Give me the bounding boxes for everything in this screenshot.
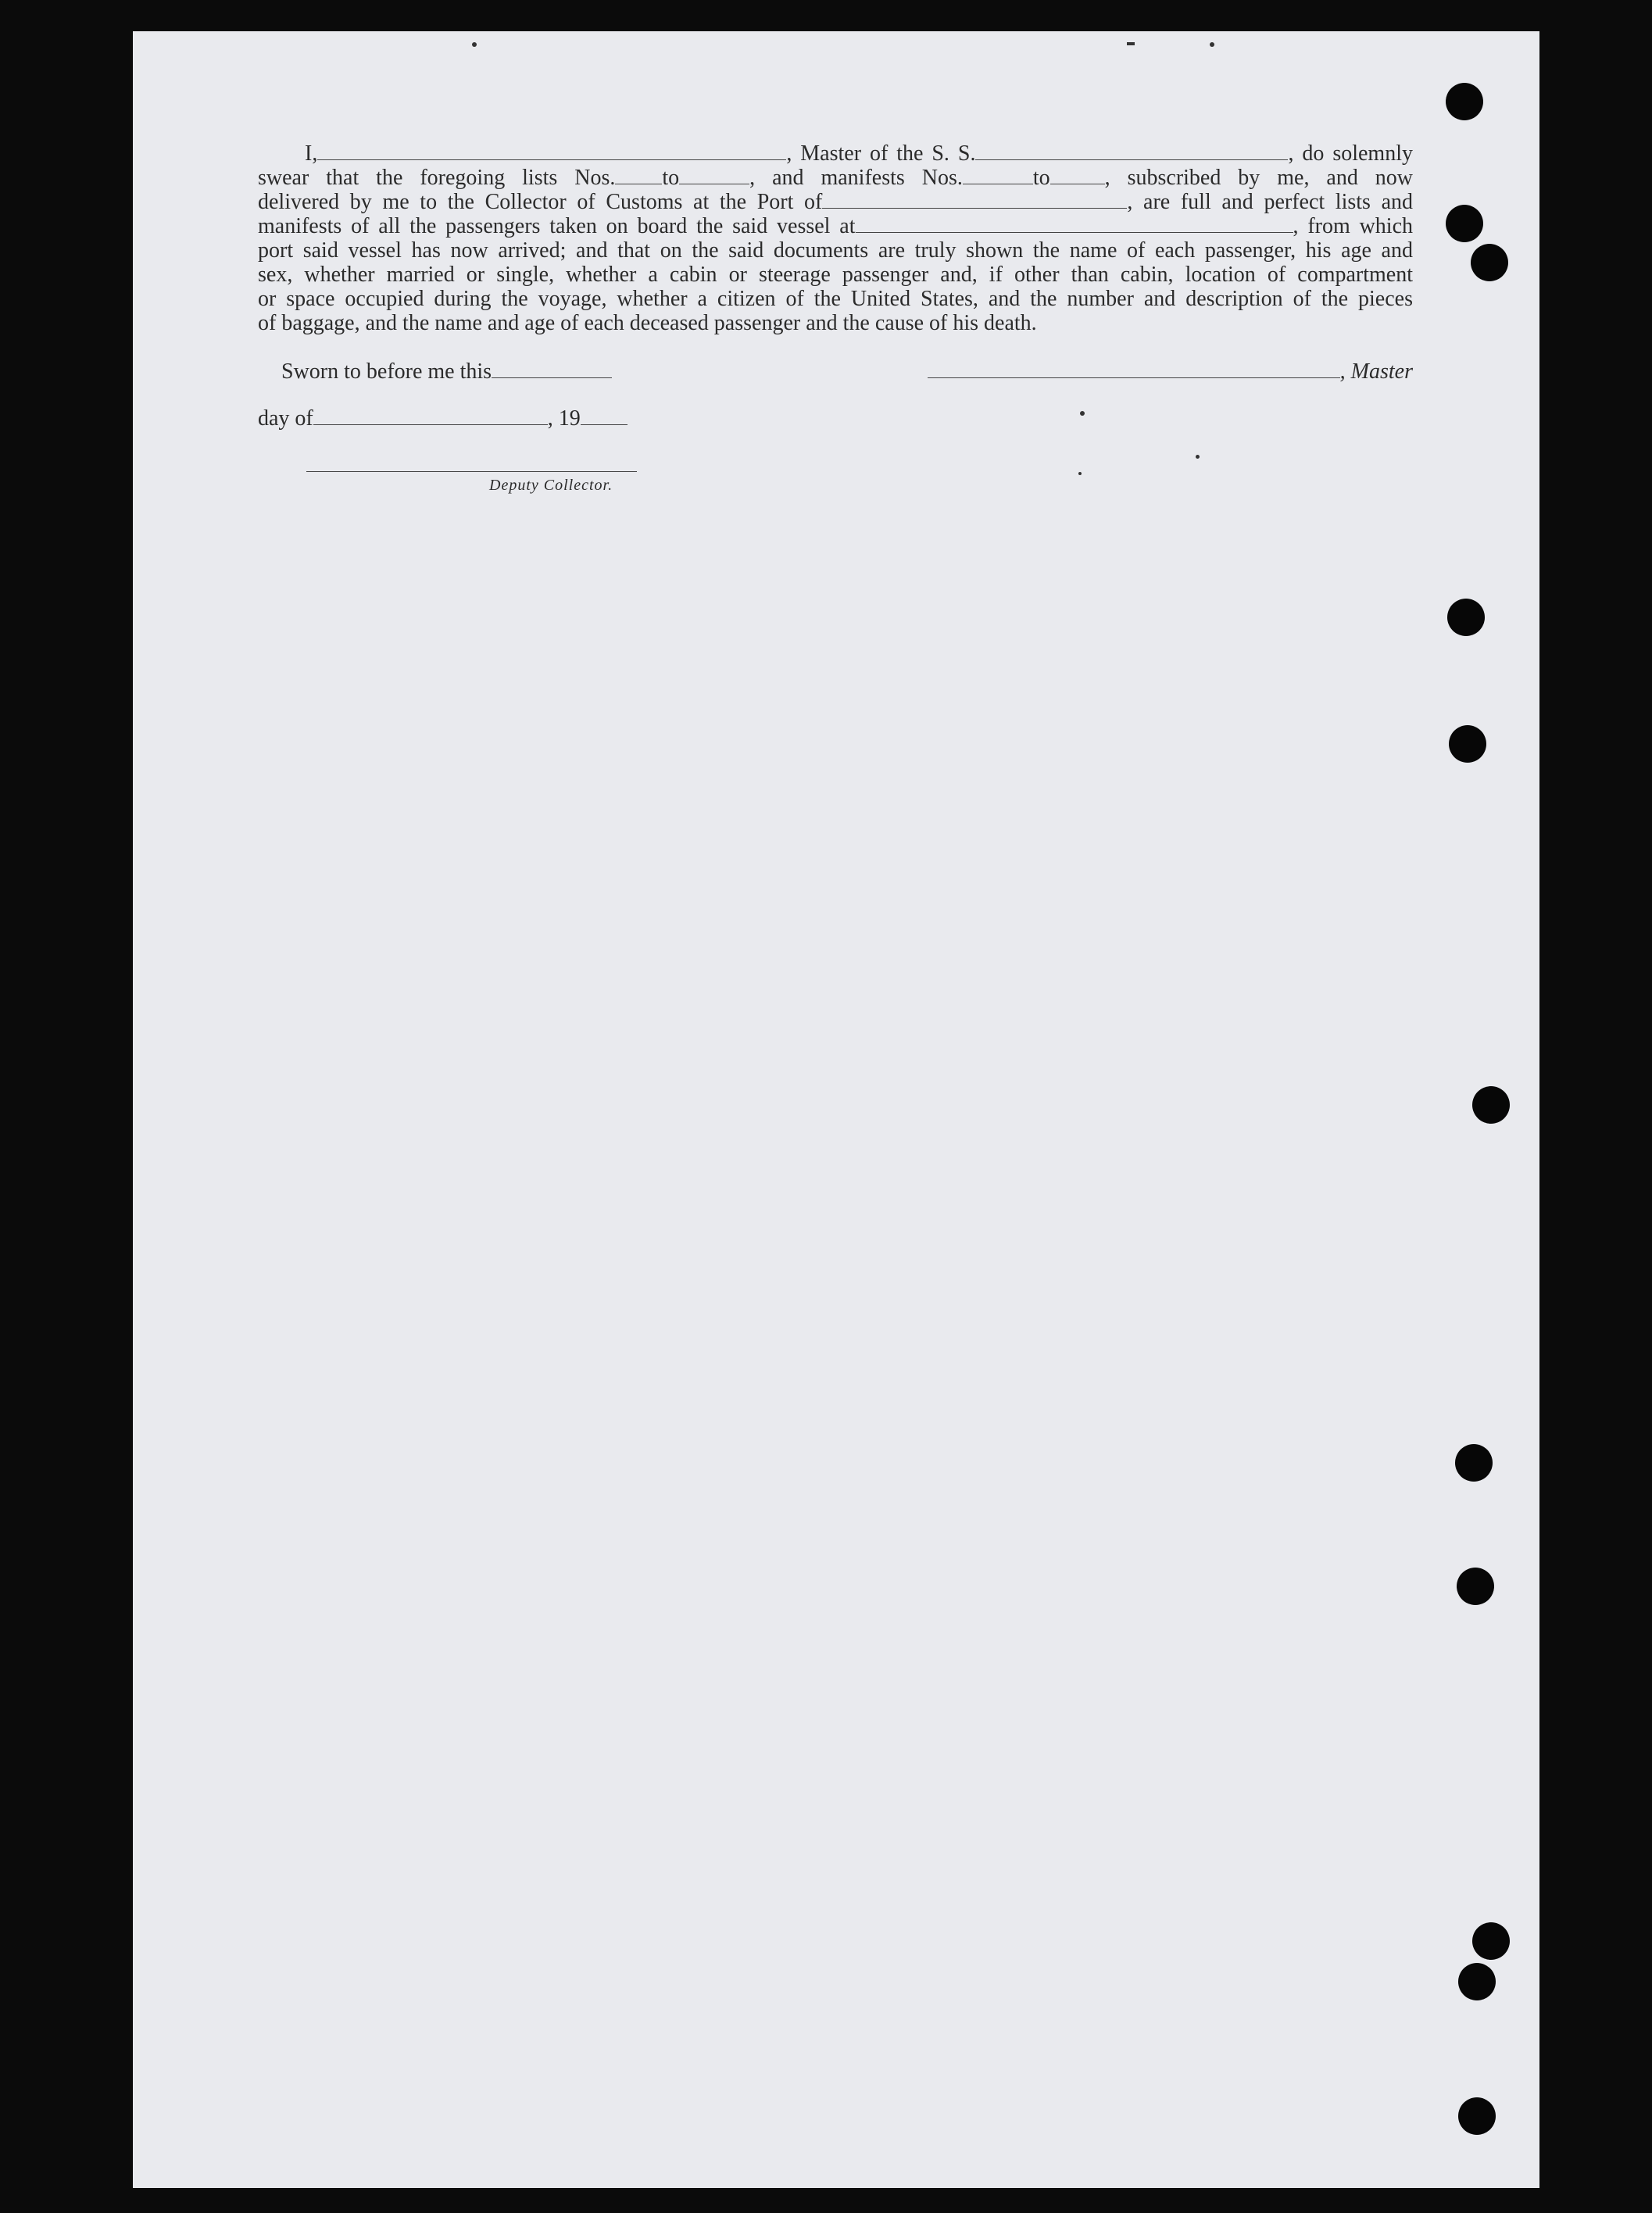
list-from-blank <box>615 168 662 184</box>
oath-line-6: sex, whether married or single, whether a cabin or steerage passenger and, if other than cabin, location of compartment <box>258 263 1413 287</box>
ink-speck <box>472 42 477 47</box>
binder-hole <box>1449 725 1486 763</box>
binder-hole <box>1472 1086 1510 1124</box>
manifest-from-blank <box>963 168 1033 184</box>
binder-hole <box>1447 599 1485 636</box>
ink-speck <box>1080 411 1085 416</box>
oath-line-7: or space occupied during the voyage, whether a citizen of the United States, and the number and description of the pieces <box>258 287 1413 311</box>
deputy-collector-label: Deputy Collector. <box>489 477 613 494</box>
master-signature <box>928 359 1413 384</box>
manifest-to-blank <box>1050 168 1105 184</box>
oath-paragraph <box>258 141 1413 335</box>
ink-speck <box>1210 42 1214 47</box>
departure-port-blank <box>856 216 1293 233</box>
manifests-nos-text: , and manifests Nos. <box>749 166 963 190</box>
signature-row <box>258 359 1413 391</box>
list-to-blank <box>679 168 749 184</box>
oath-line-8: of baggage, and the name and age of each deceased passenger and the cause of his death. <box>258 311 1037 335</box>
deputy-signature-line <box>306 471 637 472</box>
ship-name-blank <box>975 144 1288 160</box>
master-name-blank <box>317 144 786 160</box>
master-signature-blank <box>928 362 1340 378</box>
sworn-statement <box>281 359 612 384</box>
year-prefix: , 19 <box>547 406 581 431</box>
oath-line-2 <box>258 166 1413 190</box>
master-of-ss-text: , Master of the S. S. <box>786 141 976 166</box>
binder-hole <box>1446 83 1483 120</box>
day-of-label: day of <box>258 406 313 431</box>
manifest-sheet <box>133 31 1539 2188</box>
sworn-day-blank <box>492 362 612 378</box>
year-blank <box>581 409 628 425</box>
full-perfect-text: , are full and perfect lists and <box>1127 190 1413 214</box>
subscribed-text: , subscribed by me, and now <box>1104 166 1414 190</box>
sworn-label: Sworn to before me this <box>281 359 492 384</box>
binder-hole <box>1458 2097 1496 2135</box>
lists-nos-text: swear that the foregoing lists Nos. <box>258 166 616 190</box>
oath-pronoun: I, <box>305 141 318 166</box>
binder-hole <box>1458 1963 1496 2000</box>
binder-hole <box>1457 1568 1494 1605</box>
port-blank <box>822 192 1127 209</box>
oath-line-3 <box>258 190 1413 214</box>
ink-speck <box>1078 472 1082 475</box>
ink-speck <box>1127 42 1135 45</box>
collector-port-text: delivered by me to the Collector of Customs at the Port of <box>258 190 823 214</box>
binder-hole <box>1455 1444 1493 1482</box>
oath-line-1 <box>258 141 1413 166</box>
ink-speck <box>1196 455 1200 459</box>
binder-hole <box>1446 205 1483 242</box>
from-which-text: , from which <box>1293 214 1413 238</box>
binder-hole <box>1471 244 1508 281</box>
oath-line-4 <box>258 214 1413 238</box>
do-solemnly-text: , do solemnly <box>1288 141 1413 166</box>
master-label: , Master <box>1339 359 1413 384</box>
month-blank <box>313 409 548 425</box>
binder-hole <box>1472 1922 1510 1960</box>
oath-line-5: port said vessel has now arrived; and that on the said documents are truly shown the name of each passenger, his age and <box>258 238 1413 263</box>
lists-to-text: to <box>662 166 680 190</box>
vessel-at-text: manifests of all the passengers taken on board the said vessel at <box>258 214 856 238</box>
manifests-to-text: to <box>1032 166 1050 190</box>
date-row <box>258 406 628 431</box>
